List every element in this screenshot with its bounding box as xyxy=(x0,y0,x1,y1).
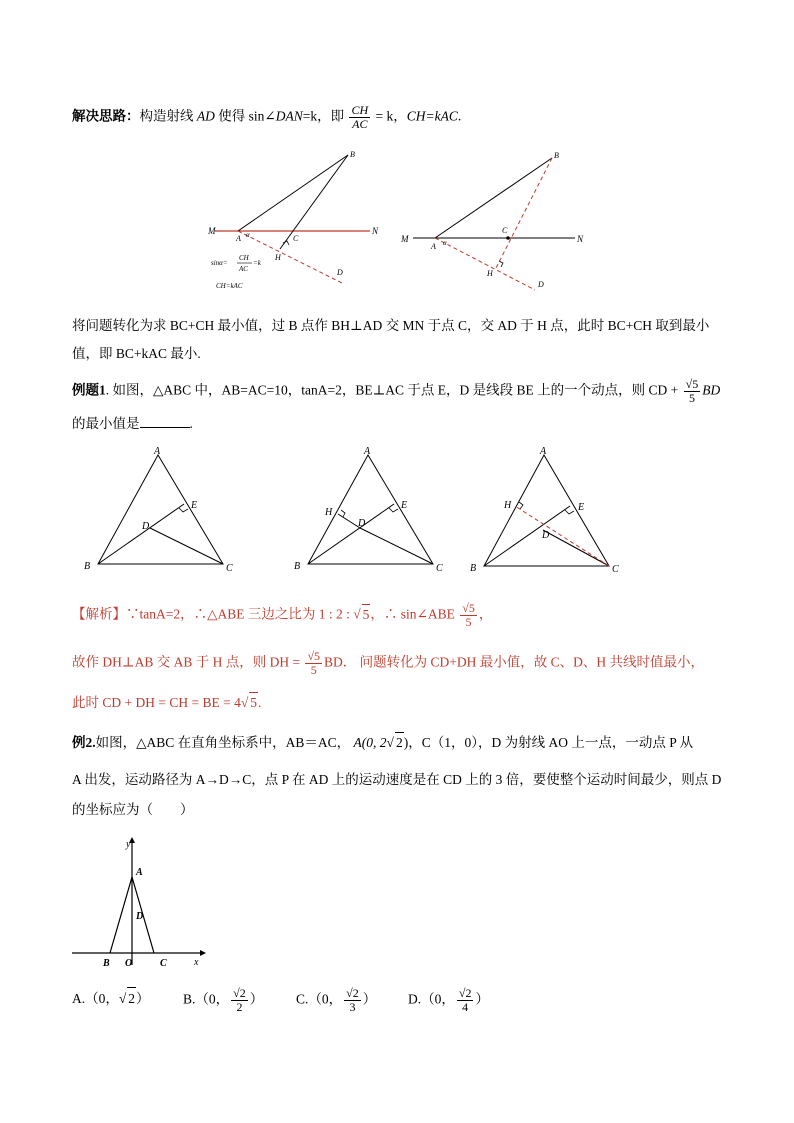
example1-line-2: 的最小值是 . xyxy=(72,416,193,431)
svg-text:y: y xyxy=(126,839,131,850)
svg-text:A: A xyxy=(540,446,547,457)
analysis-fraction-2: $\frac{√5}{5}$ xyxy=(307,649,321,677)
svg-text:N: N xyxy=(577,234,584,244)
svg-text:D: D xyxy=(142,521,150,532)
answer-blank[interactable] xyxy=(140,415,190,428)
svg-text:H: H xyxy=(487,269,493,278)
option-a[interactable]: A.（0，√ 2） xyxy=(72,987,150,1010)
triangle-figure-3 xyxy=(470,442,630,577)
svg-text:x: x xyxy=(194,957,199,968)
analysis-fraction-1: $\frac{√5}{5}$ xyxy=(462,601,475,629)
svg-text:H: H xyxy=(275,253,281,262)
svg-text:B: B xyxy=(470,563,477,574)
svg-text:B: B xyxy=(350,150,355,159)
analysis-line-1: 【解析】∵tanA=2，∴△ABE 三边之比为 1 : 2 : √ 5，∴ sin∠ABE $\frac{√5}{5}$ ， xyxy=(72,601,493,629)
svg-text:A: A xyxy=(136,867,143,878)
svg-text:A: A xyxy=(364,446,371,457)
svg-text:B: B xyxy=(294,561,301,572)
svg-text:α: α xyxy=(246,231,250,239)
coordinate-figure xyxy=(70,835,210,970)
svg-text:C: C xyxy=(226,563,233,574)
svg-text:B: B xyxy=(103,958,110,969)
svg-text:A: A xyxy=(431,242,436,251)
svg-text:C: C xyxy=(436,563,443,574)
svg-text:D: D xyxy=(358,518,366,529)
triangle-figure-2 xyxy=(290,442,450,577)
svg-text:C: C xyxy=(160,958,167,969)
example2-line-1: 例2.如图，△ABC 在直角坐标系中，AB＝AC， A(0, 2√ 2)，C（1，0），D 为射线 AO 上一点，一动点 P 从 xyxy=(72,732,693,753)
svg-text:D: D xyxy=(542,530,550,541)
convert-line-1: 将问题转化为求 BC+CH 最小值，过 B 点作 BH⊥AD 交 MN 于点 C，交 AD 于 H 点，此时 BC+CH 取到最小 xyxy=(72,318,710,333)
svg-text:B: B xyxy=(84,561,91,572)
svg-text:C: C xyxy=(612,564,619,575)
analysis-line-3: 此时 CD + DH = CH = BE = 4√ 5. xyxy=(72,692,261,713)
example1-line-1: 例题1. 如图，△ABC 中，AB=AC=10，tanA=2，BE⊥AC 于点 E，D 是线段 BE 上的一个动点，则 CD + $\frac{√5}{5}$ BD xyxy=(72,377,721,405)
svg-text:D: D xyxy=(538,280,544,289)
svg-text:α: α xyxy=(443,239,447,247)
svg-text:E: E xyxy=(401,500,408,511)
triangle-figure-1 xyxy=(80,442,240,577)
intro-line: 解决思路：构造射线 AD 使得 sin∠DAN=k，即 $\frac{CH}{AC}$ = k，CH=kAC. xyxy=(72,103,462,131)
svg-text:E: E xyxy=(191,500,198,511)
svg-text:N: N xyxy=(372,226,379,236)
svg-text:A: A xyxy=(236,234,241,243)
analysis-line-2: 故作 DH⊥AB 交 AB 于 H 点，则 DH = $\frac{√5}{5}$ BD． 问题转化为 CD+DH 最小值，故 C、D、H 共线时值最小， xyxy=(72,649,705,677)
figure-left-construction xyxy=(200,145,385,300)
convert-line-2: 值，即 BC+kAC 最小. xyxy=(72,346,201,361)
svg-text:H: H xyxy=(504,500,512,511)
svg-text:D: D xyxy=(337,268,343,277)
option-c[interactable]: C.（0， $\frac{√2}{3}$ ） xyxy=(296,986,377,1014)
svg-text:A: A xyxy=(154,446,161,457)
svg-text:E: E xyxy=(578,502,585,513)
svg-text:C: C xyxy=(293,234,299,243)
figure-right-construction xyxy=(395,145,595,300)
svg-text:=k: =k xyxy=(253,259,261,267)
svg-text:M: M xyxy=(208,226,216,236)
svg-text:M: M xyxy=(401,234,409,244)
option-d[interactable]: D.（0， $\frac{√2}{4}$ ） xyxy=(408,986,489,1014)
svg-text:H: H xyxy=(325,507,333,518)
example2-line-3: 的坐标应为（ ） xyxy=(72,802,194,817)
example2-label: 例2. xyxy=(72,735,96,750)
analysis-tag: 【解析】 xyxy=(72,606,126,622)
svg-text:AC: AC xyxy=(239,265,248,273)
svg-text:D: D xyxy=(136,911,144,922)
example2-line-2: A 出发，运动路径为 A→D→C，点 P 在 AD 上的运动速度是在 CD 上的 3 倍，要使整个运动时间最少，则点 D xyxy=(72,772,722,787)
svg-text:C: C xyxy=(502,226,508,235)
example1-label: 例题1 xyxy=(72,382,106,398)
svg-text:sinα=: sinα= xyxy=(211,259,228,267)
option-b[interactable]: B.（0， $\frac{√2}{2}$ ） xyxy=(183,986,264,1014)
svg-text:CH=kAC: CH=kAC xyxy=(216,282,243,290)
intro-fraction: $\frac{CH}{AC}$ xyxy=(351,103,369,131)
svg-text:O: O xyxy=(125,958,133,969)
intro-label: 解决思路： xyxy=(72,108,140,124)
svg-text:B: B xyxy=(554,151,559,160)
example1-coefficient: $\frac{√5}{5}$ xyxy=(685,377,699,405)
svg-text:CH: CH xyxy=(239,254,249,262)
